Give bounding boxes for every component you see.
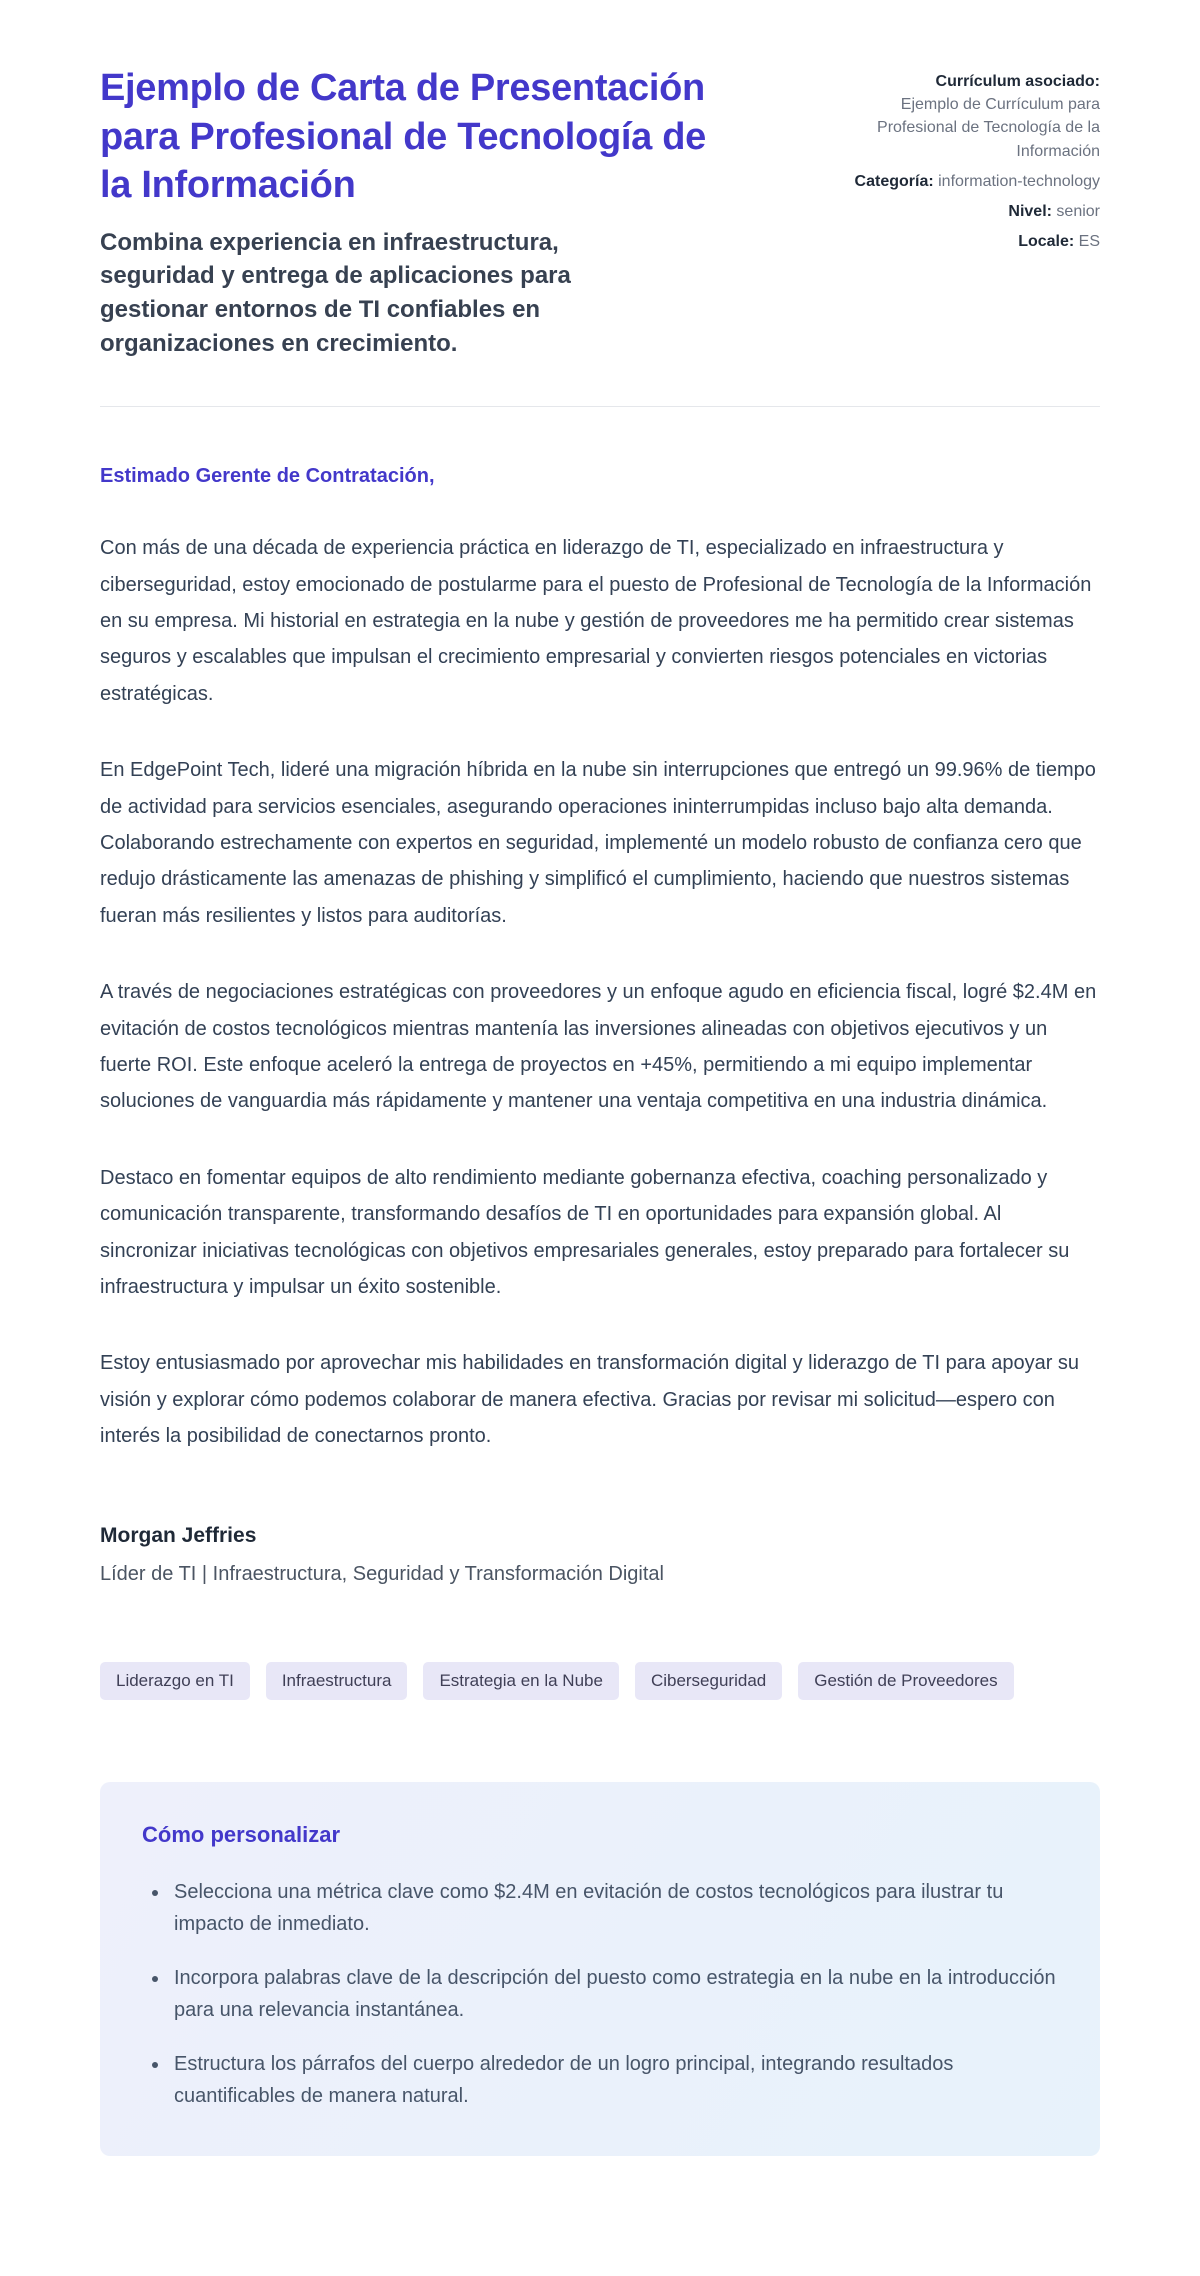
tag-list [100,1662,1100,1700]
customize-tip-2: • Incorpora palabras clave de la descripción del puesto como estrategia en la nube en la introducción para una relevancia instantánea. [170,1962,1058,2026]
customize-tip-3: • Estructura los párrafos del cuerpo alrededor de un logro principal, integrando resultados cuantificables de manera natural. [170,2048,1058,2112]
letter-paragraph-3: A través de negociaciones estratégicas con proveedores y un enfoque agudo en eficiencia fiscal, logré $2.4M en evitación de costos tecnológicos mientras mantenía las inversiones alineadas con objetivos ejecutivos y un fuerte ROI. Este enfoque aceleró la entrega de proyectos en +45%, permitiendo a mi equipo implementar soluciones de vanguardia más rápidamente y mantener una ventaja competitiva en una industria dinámica. [100,981,1097,1113]
meta-associated-resume [848,70,1100,163]
meta-category-value: information-technology [938,172,1100,190]
meta-resume-label: Currículum asociado: [935,73,1100,90]
header-title-block [100,64,740,360]
letter-greeting: Estimado Gerente de Contratación, [100,465,435,488]
meta-category-label: Categoría: [854,172,934,190]
customize-tip-1: • Selecciona una métrica clave como $2.4M en evitación de costos tecnológicos para ilustrar tu impacto de inmediato. [170,1876,1058,1940]
tag-liderazgo-en-ti: Liderazgo en TI [100,1662,250,1700]
customize-title: Cómo personalizar [142,1822,341,1848]
header [100,64,1100,360]
meta-level-value: senior [1056,202,1100,220]
tag-infraestructura: Infraestructura [266,1662,408,1700]
letter-paragraph-2: En EdgePoint Tech, lideré una migración híbrida en la nube sin interrupciones que entregó un 99.96% de tiempo de actividad para servicios esenciales, asegurando operaciones ininterrumpidas incluso bajo alta demanda. Colaborando estrechamente con expertos en seguridad, implementé un modelo robusto de confianza cero que redujo drásticamente las amenazas de phishing y simplificó el cumplimiento, haciendo que nuestros sistemas fueran más resilientes y listos para auditorías. [100,759,1096,927]
meta-category [848,170,1100,193]
meta-level [848,200,1100,223]
page-subtitle: Combina experiencia en infraestructura, seguridad y entrega de aplicaciones para gestionar entornos de TI confiables en organizaciones en crecimiento. [100,228,571,357]
meta-locale [848,230,1100,253]
meta-locale-label: Locale: [1018,233,1075,251]
tag-gestion-de-proveedores: Gestión de Proveedores [798,1662,1013,1700]
meta-resume-value: Ejemplo de Currículum para Profesional de Tecnología de la Información [877,96,1100,160]
cover-letter-page [100,0,1100,2192]
signature-name: Morgan Jeffries [100,1524,257,1548]
letter-body [100,465,1100,1586]
tag-estrategia-en-la-nube: Estrategia en la Nube [423,1662,619,1700]
customize-tip-list [142,1876,1058,2112]
customize-box [100,1782,1100,2156]
meta-panel [848,64,1100,260]
letter-paragraph-4: Destaco en fomentar equipos de alto rendimiento mediante gobernanza efectiva, coaching personalizado y comunicación transparente, transformando desafíos de TI en oportunidades para expansión global. Al sincronizar iniciativas tecnológicas con objetivos empresariales generales, estoy preparado para fortalecer su infraestructura y impulsar un éxito sostenible. [100,1166,1070,1298]
meta-level-label: Nivel: [1008,202,1052,220]
signature-title: Líder de TI | Infraestructura, Seguridad y Transformación Digital [100,1563,664,1586]
header-divider [100,406,1100,407]
meta-locale-value: ES [1078,233,1100,251]
letter-paragraph-5: Estoy entusiasmado por aprovechar mis habilidades en transformación digital y liderazgo de TI para apoyar su visión y explorar cómo podemos colaborar de manera efectiva. Gracias por revisar mi solicitud—espero con interés la posibilidad de conectarnos pronto. [100,1352,1080,1448]
tag-ciberseguridad: Ciberseguridad [635,1662,782,1700]
page-title: Ejemplo de Carta de Presentación para Profesional de Tecnología de la Información [100,67,706,207]
letter-paragraph-1: Con más de una década de experiencia práctica en liderazgo de TI, especializado en infraestructura y ciberseguridad, estoy emocionado de postularme para el puesto de Profesional de Tecnología de la Información en su empresa. Mi historial en estrategia en la nube y gestión de proveedores me ha permitido crear sistemas seguros y escalables que impulsan el crecimiento empresarial y convierten riesgos potenciales en victorias estratégicas. [100,537,1092,705]
